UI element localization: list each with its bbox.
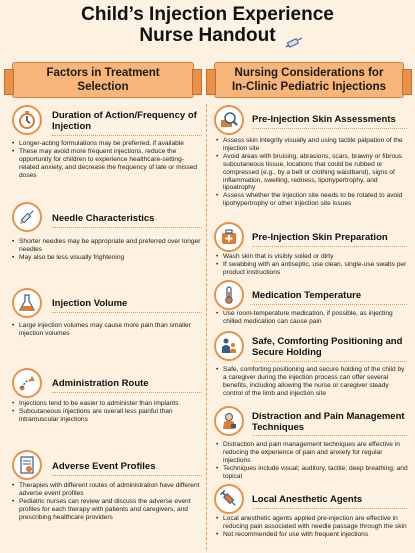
left-section-3-rule [52,392,202,393]
left-section-1-bullets [12,238,202,262]
child-icon [214,406,244,436]
right-section-2-title: Medication Temperature [252,290,362,301]
syringe-decoration-icon [285,36,303,50]
right-column-header [214,62,404,98]
left-section-1-title: Needle Characteristics [52,213,155,224]
list-item: • Avoid areas with bruising, abrasions, scars, brawny or fibrous subcutaneous tissue, locations that could be rubbed or compressed (e.g., by a belt or clothing waistband), signs of inflammation, swelling, redness, lipohypertrophy, and lipoatrophy [216,153,408,193]
right-section-2-rule [252,304,407,305]
right-section-3-title: Safe, Comforting Positioning and Secure Holding [252,336,403,358]
right-section-0-title: Pre-Injection Skin Assessments [252,114,396,125]
right-section-4-title: Distraction and Pain Management Techniques [252,411,405,433]
right-section-5-rule [252,508,407,509]
list-item: • Assess whether the injection site needs to be rotated to avoid lipohypertrophy or other injection site issues [216,192,408,208]
first-aid-kit-icon [214,222,244,252]
column-divider [206,104,207,550]
list-item: • Safe, comforting positioning and secure holding of the child by a caregiver during the injection process can offer several benefits, including allowing the nurse or caregiver steady control of the limb and injection site [216,366,408,398]
right-header-line-2: In-Clinic Pediatric Injections [231,81,386,93]
right-section-1-rule [252,246,407,247]
right-section-0-bullets [216,137,408,208]
list-item: • Longer-acting formulations may be preferred, if available [12,140,202,148]
right-section-3-bullets [216,366,408,398]
left-section-1-rule [52,227,202,228]
list-item: • Therapies with different routes of administration have different adverse event profiles [12,482,202,498]
left-section-4-title: Adverse Event Profiles [52,461,156,472]
list-item: • Wash skin that is visibly soiled or dirty [216,253,408,261]
list-item: • May also be less visually frightening [12,254,202,262]
left-column-header [12,62,194,98]
list-item: • Assess skin integrity visually and using tactile palpation of the injection site [216,137,408,153]
left-section-0-bullets [12,140,202,180]
magnifier-icon [214,105,244,135]
right-section-5-title: Local Anesthetic Agents [252,494,363,505]
route-icon [12,368,42,398]
left-section-2-rule [52,312,202,313]
list-item: • Large injection volumes may cause more pain than smaller injection volumes [12,322,202,338]
left-section-4-rule [52,475,202,476]
list-item: • If swabbing with an antiseptic, use clean, single-use swabs per product instructions [216,261,408,277]
right-section-2-bullets [216,310,408,326]
needle-icon [12,202,42,232]
syringe-icon [214,484,244,514]
left-section-0-rule [52,135,202,136]
left-header-line-1: Factors in Treatment [46,67,160,79]
list-item: • Use room-temperature medication, if possible, as injecting chilled medication can cause pain [216,310,408,326]
stopwatch-icon [12,105,42,135]
flask-icon [12,288,42,318]
left-section-2-bullets [12,322,202,338]
left-header-line-2: Selection [77,81,129,93]
title-line-1: Child’s Injection Experience [81,4,334,25]
page-title [0,4,415,46]
right-header-line-1: Nursing Considerations for [234,67,384,79]
left-section-3-title: Administration Route [52,378,149,389]
right-section-4-bullets [216,441,408,481]
caregiver-icon [214,331,244,361]
list-item: • Pediatric nurses can review and discuss the adverse event profiles for each therapy with patients and caregivers, and prescribing healthcare providers [12,498,202,522]
right-section-3-rule [252,361,407,362]
list-item: • Shorter needles may be appropriate and preferred over longer needles [12,238,202,254]
right-section-1-bullets [216,253,408,277]
left-section-4-bullets [12,482,202,522]
right-section-0-rule [252,128,407,129]
left-section-3-bullets [12,400,202,424]
list-item: • Local anesthetic agents applied pre-injection are effective in reducing pain associated with needle passage through the skin [216,515,408,531]
right-section-1-title: Pre-Injection Skin Preparation [252,232,388,243]
right-section-5-bullets [216,515,408,539]
report-icon [12,450,42,480]
right-section-4-rule [252,435,407,436]
list-item: • These may avoid more frequent injections, reduce the opportunity for children to experience healthcare-setting-related anxiety, and decrease the frequency of late or missed doses [12,148,202,180]
thermometer-icon [214,280,244,310]
list-item: • Distraction and pain management techniques are effective in reducing the experience of pain and anxiety for regular injections [216,441,408,465]
left-section-2-title: Injection Volume [52,298,128,309]
list-item: • Techniques include visual; auditory, tactile; deep breathing; and topical [216,465,408,481]
list-item: • Subcutaneous injections are overall less painful than intramuscular injections [12,408,202,424]
list-item: • Not recommended for use with frequent injections [216,531,408,539]
title-line-2: Nurse Handout [139,25,276,46]
list-item: • Injections tend to be easier to administer than implants [12,400,202,408]
left-section-0-title: Duration of Action/Frequency of Injection [52,110,197,132]
